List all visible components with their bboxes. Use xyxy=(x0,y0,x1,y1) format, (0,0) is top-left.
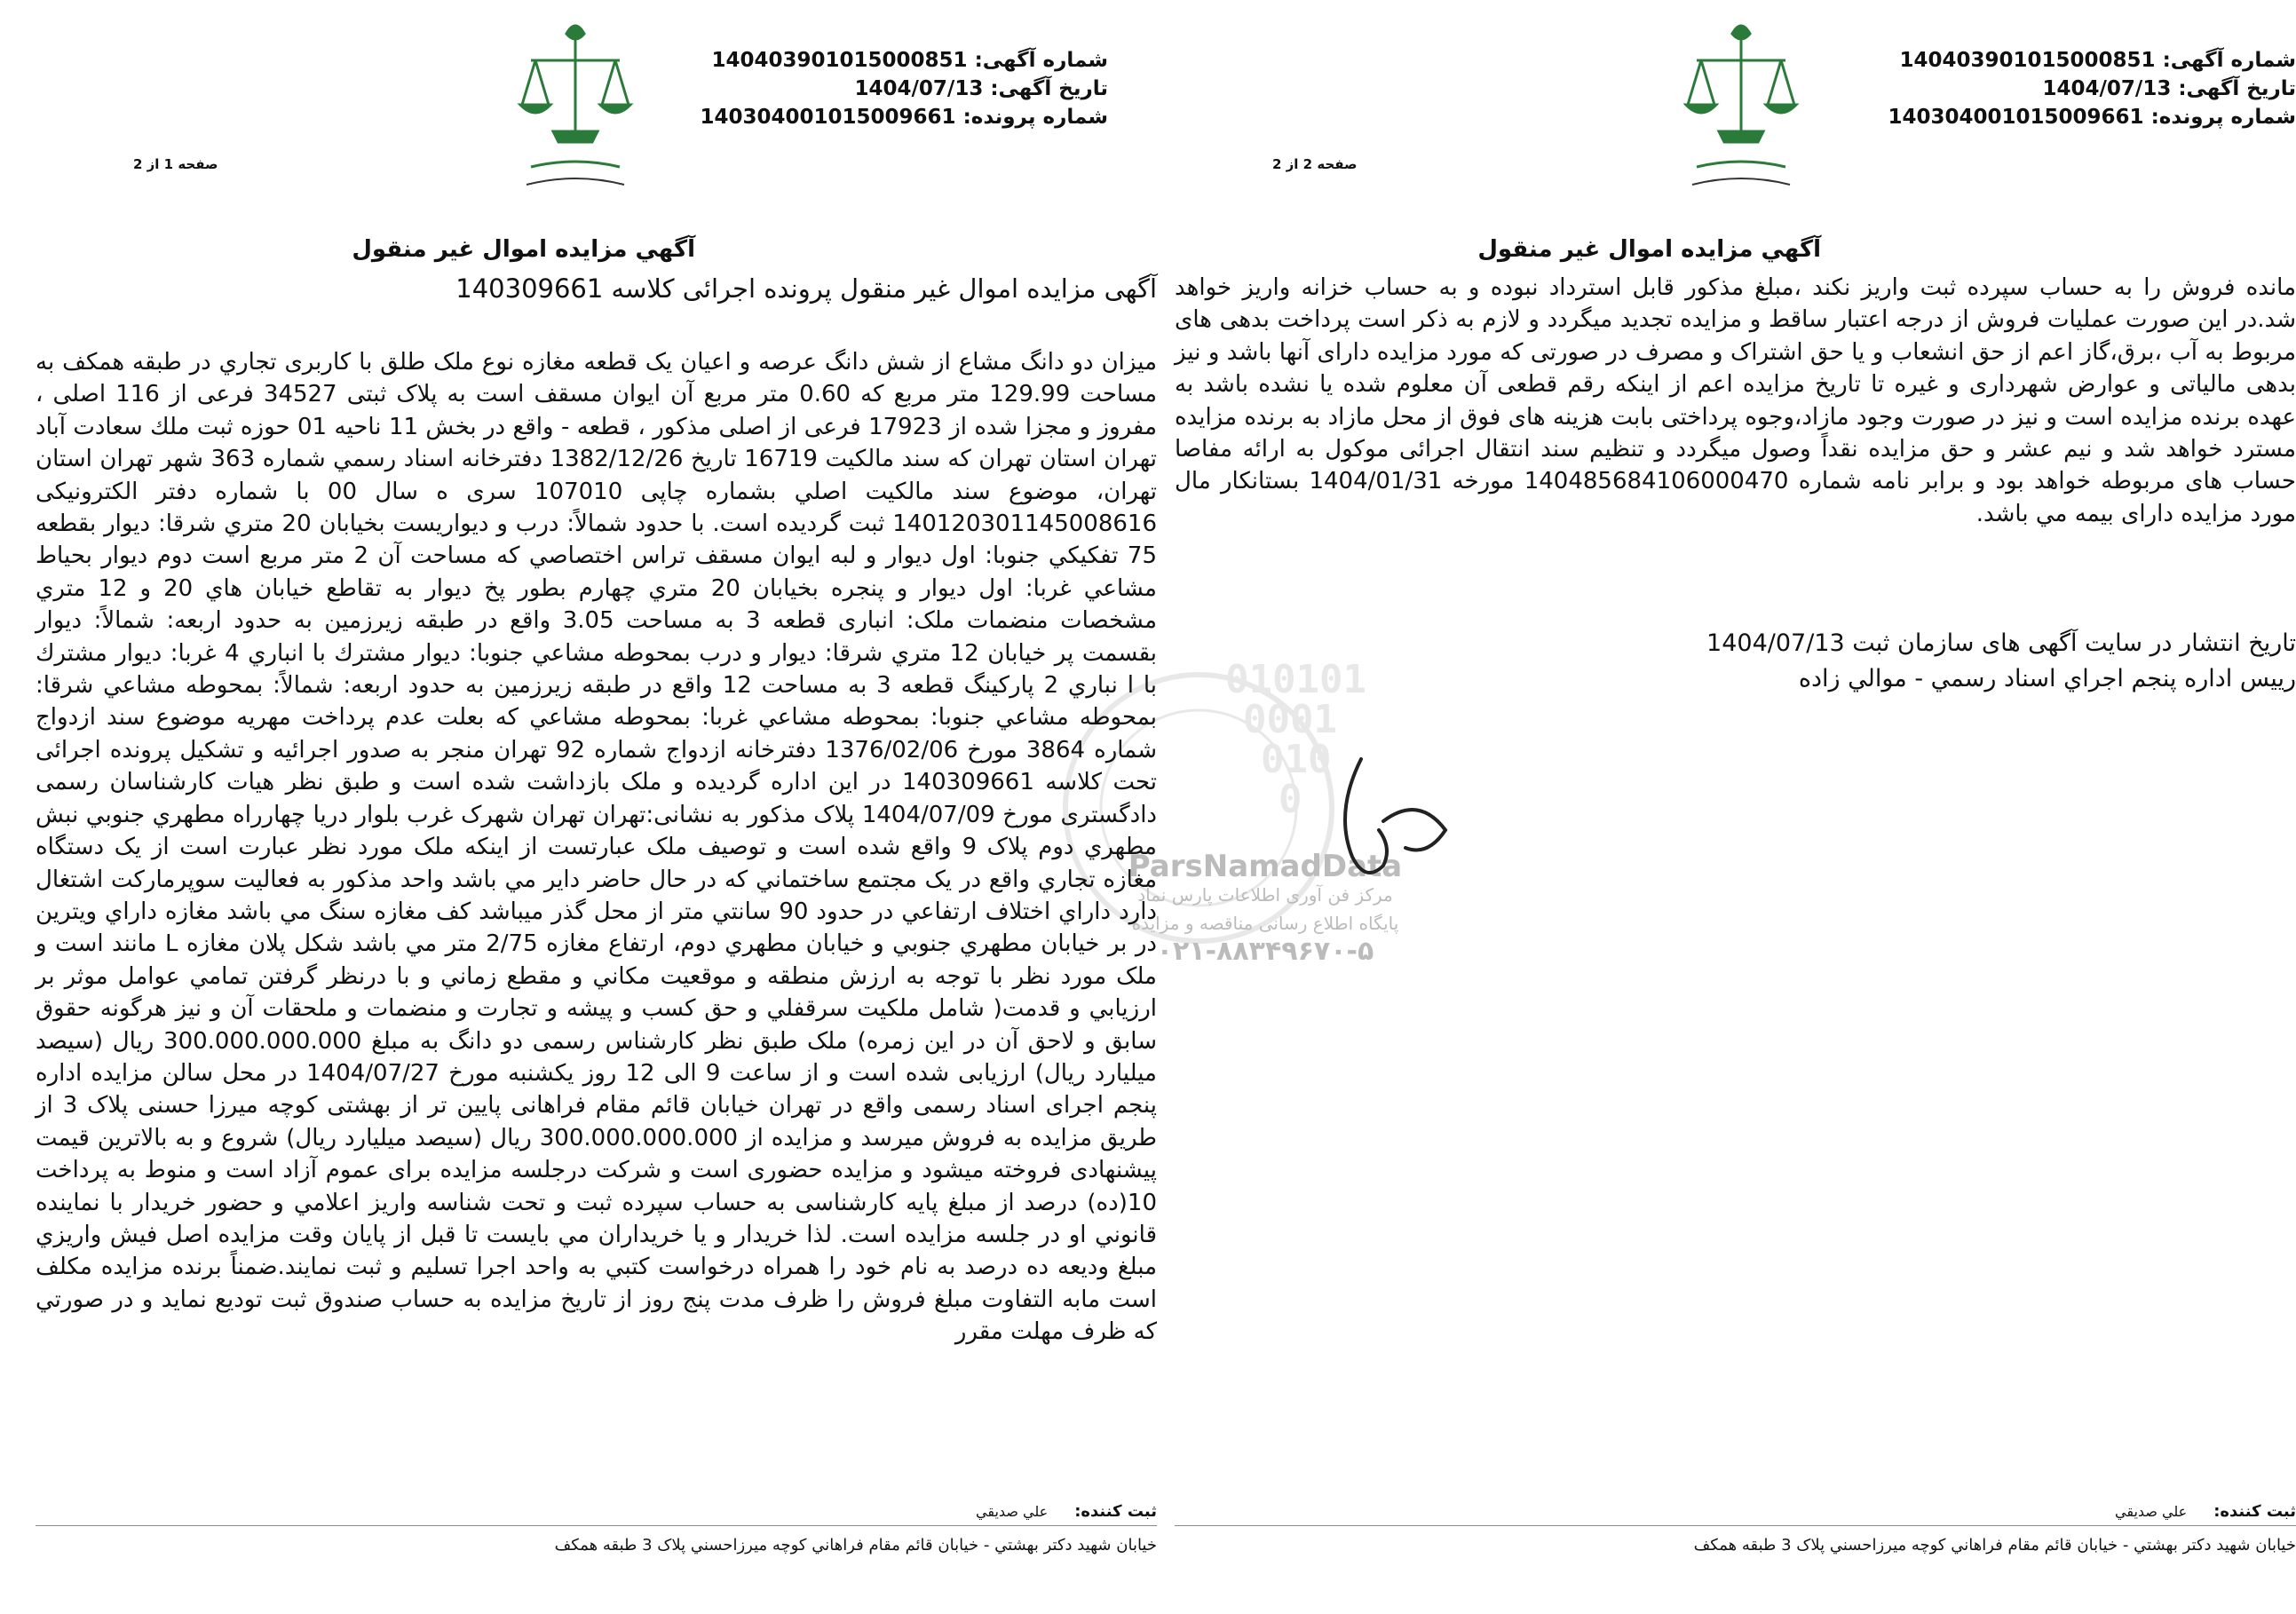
svg-text:0: 0 xyxy=(1279,777,1302,822)
footer-divider xyxy=(1175,1525,2296,1526)
publication-label: تاريخ انتشار در سايت آگهی های سازمان ثبت xyxy=(1852,629,2296,657)
watermark-brand: ParsNamadData xyxy=(1128,849,1403,884)
notice-body: ميزان دو دانگ مشاع از شش دانگ عرصه و اعيان يک قطعه مغازه نوع ملک طلق با کاربری تجاري در طبقه همکف به مساحت 129.99 متر مربع که 0.60 متر مربع آن ايوان مسقف است به پلاک ثبتی 34527 فرعی از 116 اصلی ، مفروز و مجزا شده از 17923 فرعی از اصلی مذکور ، قطعه - واقع در بخش 11 ناحيه 01 حوزه ثبت ملك سعادت آباد تهران استان تهران كه سند مالکيت 16719 تاريخ 1382/12/26 دفترخانه اسناد رسمي شماره 363 شهر تهران استان تهران، موضوع سند مالكيت اصلي بشماره چاپی 107010 سری ه سال 00 با شماره دفتر الكترونيكی 140120301145008616 ثبت گرديده است. با حدود شمالاً: درب و ديواريست بخيابان 20 متري شرقا: ديوار بقطعه 75 تفکيکي جنوبا: اول ديوار و لبه ايوان مسقف تراس اختصاصي که مساحت آن 2 متر مربع است دوم ديوار بحياط مشاعي غربا: اول ديوار و پنجره بخيابان 20 متري چهارم بطور پخ ديوار به تقاطع خيابان هاي 20 و 12 متري مشخصات منضمات ملک: انباری قطعه 3 به مساحت 3.05 واقع در طبقه زيرزمين به حدود اربعه: شمالاً: ديوار بقسمت پر خيابان 12 متري شرقا: ديوار و درب بمحوطه مشاعي جنوبا: ديوار مشترك با انباري 4 غربا: ديوار مشترك با ا نباري 2 پارکينگ قطعه 3 به مساحت 12 واقع در طبقه زيرزمين به حدود اربعه: شمالاً: بمحوطه مشاعي شرقا: بمحوطه مشاعي جنوبا: بمحوطه مشاعي غربا: بمحوطه مشاعي كه بعلت عدم پرداخت مهريه موضوع سند ازدواج شماره 3864 مورخ 1376/02/06 دفترخانه ازدواج شماره 92 تهران منجر به صدور اجرائيه و تشکيل پرونده اجرائی تحت کلاسه 140309661 در اين اداره گرديده و ملک بازداشت شده است و طبق نظر هيات كارشناسان رسمی دادگستری مورخ 1404/07/09 پلاک مذکور به نشانی:تهران تهران شهرک غرب بلوار دريا چهارراه مطهري جنوبي نبش مطهري دوم پلاک 9 واقع شده است و توصيف ملک عبارتست از اينکه ملک مورد نظر عبارت است از يک دستگاه مغازه تجاري واقع در يک مجتمع ساختماني که در حال حاضر داير مي باشد واحد مذکور به فعاليت سوپرمارکت اشتغال دارد داراي اختلاف ارتفاعي در حدود 90 سانتي متر از محل گذر ميباشد کف مغازه سنگ مي باشد مغازه داراي ويترين در بر خيابان مطهري جنوبي و خيابان مطهري دوم، ارتفاع مغازه 2/75 متر مي باشد شکل پلان مغازه L مانند است و ملک مورد نظر با توجه به ارزش منطقه و موقعيت مکاني و مقطع زماني و با درنظر گرفتن تمامي عوامل موثر بر ارزيابي و قدمت( شامل ملکيت سرقفلي و حق کسب و پيشه و تجارت و منضمات و ملحقات آن و نيز هرگونه حقوق سابق و لاحق آن در اين زمره) ملک طبق نظر کارشناس رسمی دو دانگ به مبلغ 300.000.000.000 ريال (سيصد ميليارد ريال) ارزيابی شده است و از ساعت 9 الی 12 روز يکشنبه مورخ 1404/07/27 در محل سالن مزايده اداره پنجم اجرای اسناد رسمی واقع در تهران خيابان قائم مقام فراهانی پايين تر از بهشتی کوچه ميرزا حسنی پلاک 3 از طريق مزايده به فروش ميرسد و مزايده از 300.000.000.000 ريال (سيصد ميليارد ريال) شروع و به بالاترين قيمت پيشنهادی فروخته ميشود و مزايده حضوری است و شرکت درجلسه مزايده برای عموم آزاد است و منوط به پرداخت 10(ده) درصد از مبلغ پايه کارشناسی به حساب سپرده ثبت و تحت شناسه واريز اعلامي و حضور خريدار با نماينده قانوني او در جلسه مزايده است. لذا خريدار و يا خريداران مي بايست تا قبل از پايان وقت مزايده اصل فيش واريزي مبلغ وديعه ده درصد به نام خود را همراه درخواست کتبي به واحد اجرا تسليم و ثبت نمايند.ضمناً برنده مزايده مكلف است مابه التفاوت مبلغ فروش را ظرف مدت پنج روز از تاريخ مزايده به حساب صندوق ثبت توديع نمايد و در صورتي كه ظرف مهلت مقرر xyxy=(36,349,1158,1346)
watermark-phone: ۰۲۱-۸۸۳۴۹۶۷۰-۵ xyxy=(1156,936,1374,967)
ad-number-label: شماره آگهی: xyxy=(2162,49,2296,72)
office-chief: رييس اداره پنجم اجراي اسناد رسمي - موالي زاده xyxy=(1798,665,2296,692)
signature-icon xyxy=(1299,741,1503,901)
notice-title: آگهي مزايده اموال غير منقول xyxy=(1477,236,1821,263)
registrar-name: علي صديقي xyxy=(976,1503,1049,1520)
case-number: 140304001015009661 xyxy=(1888,106,2144,129)
judiciary-emblem-icon xyxy=(513,7,637,189)
publication-date: 1404/07/13 xyxy=(1706,629,1845,657)
notice-body: مانده فروش را به حساب سپرده ثبت واريز نکند ،مبلغ مذکور قابل استرداد نبوده و به حساب خزانه واريز خواهد شد.در اين صورت عمليات فروش از درجه اعتبار ساقط و مزايده تجديد ميگردد و لازم به ذکر است پرداخت بدهی های مربوط به آب ،برق،گاز اعم از حق انشعاب و يا حق اشتراک و مصرف در صورتی که مورد مزايده دارای آنها باشد و نيز بدهی مالياتی و عوارض شهرداری و غيره تا تاريخ مزايده اعم از اينکه رقم قطعی آن معلوم شده يا نشده باشد به عهده برنده مزايده است و نيز در صورت وجود مازاد،وجوه پرداختی بابت هزينه های فوق از محل مازاد به برنده مزايده مسترد خواهد شد و نيم عشر و حق مزايده نقداً وصول ميگردد و تنظيم سند انتقال اجرائی موکول به ارائه مفاصا حساب های مربوطه خواهد بود و برابر نامه شماره 140485684106000470 مورخه 1404/01/31 بستانکار مال مورد مزايده دارای بيمه مي باشد. xyxy=(1175,274,2296,527)
ad-number-label: شماره آگهی: xyxy=(974,49,1108,72)
ad-meta xyxy=(646,46,1108,131)
svg-text:0001: 0001 xyxy=(1243,697,1337,742)
case-number-label: شماره پرونده: xyxy=(962,106,1108,129)
notice-subheading: آگهی مزايده اموال غير منقول پرونده اجرائی کلاسه 140309661 xyxy=(455,273,1157,304)
ad-number: 140403901015000851 xyxy=(1899,49,2156,72)
registrar-label: ثبت كننده: xyxy=(1074,1502,1157,1521)
publication-info xyxy=(1319,626,2296,697)
registrar xyxy=(976,1502,1157,1521)
case-number: 140304001015009661 xyxy=(700,106,956,129)
notice-title: آگهي مزايده اموال غير منقول xyxy=(352,236,695,263)
watermark-portal: پایگاه اطلاع رسانی مناقصه و مزایده xyxy=(1131,913,1399,934)
office-address: خيابان شهيد دکتر بهشتي - خيابان قائم مقام فراهاني کوچه ميرزاحسني پلاک 3 طبقه همکف xyxy=(554,1536,1157,1555)
ad-date-label: تاریخ آگهی: xyxy=(990,77,1108,100)
page-1 xyxy=(36,0,1157,1614)
registrar-label: ثبت كننده: xyxy=(2213,1502,2296,1521)
registrar-name: علي صديقي xyxy=(2115,1503,2188,1520)
office-address: خيابان شهيد دکتر بهشتي - خيابان قائم مقام فراهاني کوچه ميرزاحسني پلاک 3 طبقه همکف xyxy=(1693,1536,2296,1555)
case-number-label: شماره پرونده: xyxy=(2150,106,2296,129)
watermark-tagline: مرکز فن آوری اطلاعات پارس نماد xyxy=(1137,884,1393,906)
page-number: صفحه 1 از 2 xyxy=(133,156,218,172)
svg-text:010101: 010101 xyxy=(1225,657,1366,702)
ad-date: 1404/07/13 xyxy=(2042,77,2172,100)
page-number: صفحه 2 از 2 xyxy=(1272,156,1358,172)
ad-date: 1404/07/13 xyxy=(854,77,984,100)
ad-date-label: تاریخ آگهی: xyxy=(2178,77,2296,100)
ad-meta xyxy=(1834,46,2296,131)
ad-number: 140403901015000851 xyxy=(711,49,968,72)
judiciary-emblem-icon xyxy=(1679,7,1803,189)
footer-divider xyxy=(36,1525,1157,1526)
page-2 xyxy=(1175,0,2296,1614)
svg-text:010: 010 xyxy=(1261,737,1332,782)
registrar xyxy=(2115,1502,2296,1521)
